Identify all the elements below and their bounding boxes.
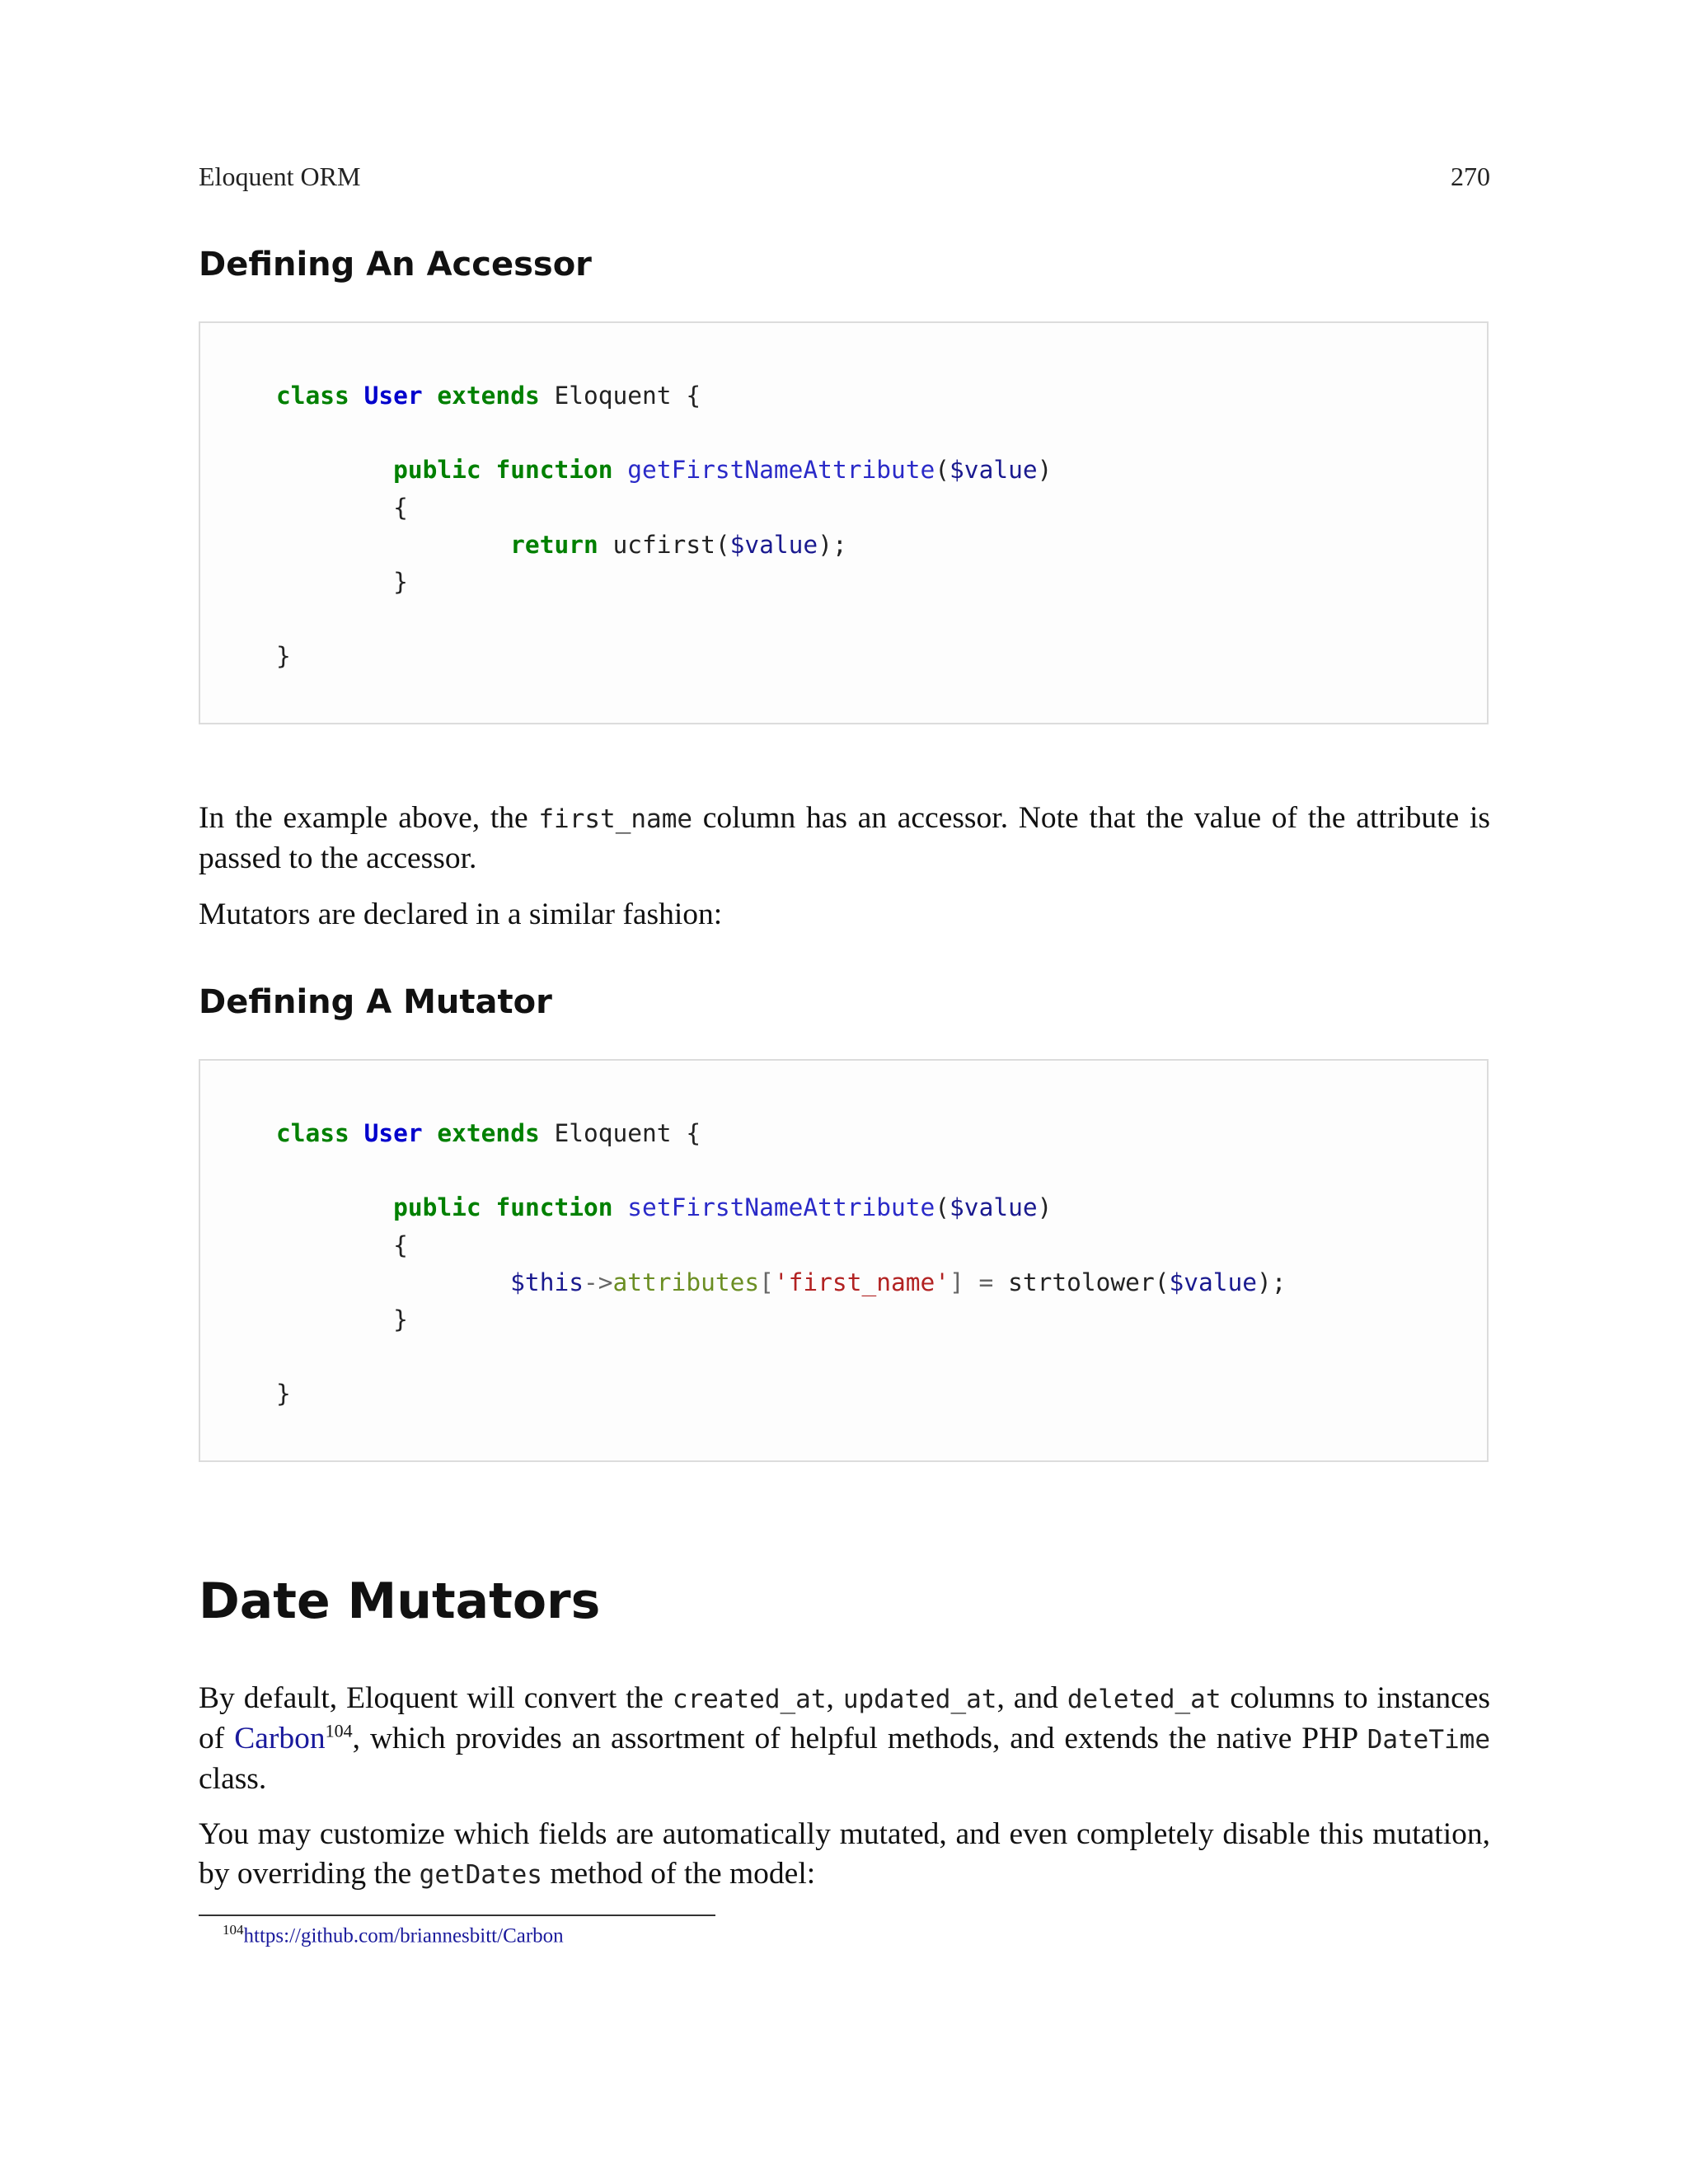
- footnote-ref[interactable]: 104: [325, 1720, 353, 1741]
- running-header: [199, 162, 1490, 192]
- code-arrow: ->: [583, 1268, 613, 1296]
- text-run: ,: [826, 1681, 843, 1715]
- text-run: By default, Eloquent will convert the: [199, 1681, 673, 1715]
- code-keyword: function: [495, 1193, 613, 1222]
- inline-code: updated_at: [842, 1685, 997, 1714]
- mutator-heading: Defining A Mutator: [199, 983, 552, 1021]
- code-arg: $value: [1169, 1268, 1258, 1296]
- code-punct: }: [393, 568, 408, 597]
- text-run: method of the model:: [542, 1857, 816, 1891]
- code-punct: ): [1037, 1193, 1053, 1222]
- carbon-link[interactable]: Carbon: [234, 1722, 326, 1755]
- code-property: attributes: [612, 1268, 760, 1296]
- inline-code: deleted_at: [1067, 1685, 1221, 1714]
- text-run: column has an accessor. Note that the value of the attribute is passed to the accessor.: [199, 801, 1490, 875]
- code-string: 'first_name': [773, 1268, 950, 1296]
- code-keyword: class: [276, 1119, 349, 1147]
- code-punct: (: [935, 456, 950, 485]
- text-run: , which provides an assortment of helpful methods, and extends the native PHP: [352, 1722, 1367, 1755]
- code-punct: (: [935, 1193, 950, 1222]
- accessor-code: [276, 377, 1052, 676]
- code-punct: );: [1257, 1268, 1287, 1296]
- footnote-number: 104: [223, 1922, 244, 1938]
- code-method-name: setFirstNameAttribute: [627, 1193, 935, 1222]
- chapter-title: Eloquent ORM: [199, 162, 361, 191]
- paragraph-customize-dates: [199, 1815, 1490, 1895]
- code-class-name: User: [363, 382, 423, 410]
- code-keyword: public: [393, 1193, 481, 1222]
- accessor-heading: Defining An Accessor: [199, 246, 592, 284]
- paragraph-mutators-intro: Mutators are declared in a similar fashion:: [199, 898, 723, 931]
- accessor-code-block: [199, 321, 1489, 724]
- text-run: class.: [199, 1762, 267, 1796]
- code-keyword: public: [393, 456, 481, 485]
- code-param: $value: [950, 1193, 1038, 1222]
- paragraph-accessor-explanation: [199, 799, 1490, 879]
- code-call: strtolower(: [1008, 1268, 1170, 1296]
- code-keyword: class: [276, 382, 349, 410]
- text-run: columns to instances of: [199, 1681, 1490, 1755]
- footnote: [223, 1922, 564, 1947]
- code-parent: Eloquent {: [554, 382, 701, 410]
- code-keyword: extends: [437, 382, 540, 410]
- code-punct: }: [276, 1380, 291, 1408]
- code-operator: =: [964, 1268, 1009, 1296]
- code-keyword: function: [495, 456, 613, 485]
- text-run: In the example above, the: [199, 801, 539, 835]
- inline-code: getDates: [419, 1860, 542, 1890]
- text-run: You may customize which fields are automatically mutated, and even completely disable this mutation, by overriding the: [199, 1817, 1490, 1891]
- date-mutators-heading: Date Mutators: [199, 1572, 601, 1630]
- code-punct: ]: [950, 1268, 964, 1296]
- code-arg: $value: [729, 530, 818, 559]
- inline-code: created_at: [672, 1685, 827, 1714]
- code-call: ucfirst(: [612, 530, 730, 559]
- code-punct: {: [393, 1230, 408, 1259]
- code-class-name: User: [363, 1119, 423, 1147]
- paragraph-date-conversion: [199, 1679, 1490, 1799]
- footnote-divider: [199, 1915, 715, 1916]
- code-punct: }: [276, 642, 291, 671]
- footnote-link[interactable]: https://github.com/briannesbitt/Carbon: [243, 1924, 564, 1947]
- code-keyword: return: [510, 530, 598, 559]
- code-punct: );: [818, 530, 847, 559]
- code-method-name: getFirstNameAttribute: [627, 456, 935, 485]
- code-punct: }: [393, 1305, 408, 1334]
- code-punct: {: [393, 493, 408, 522]
- page-number: 270: [1451, 162, 1490, 191]
- code-param: $value: [950, 456, 1038, 485]
- code-punct: [: [759, 1268, 774, 1296]
- inline-code: DateTime: [1367, 1725, 1490, 1755]
- text-run: , and: [996, 1681, 1067, 1715]
- mutator-code: [276, 1115, 1287, 1413]
- code-this: $this: [510, 1268, 584, 1296]
- code-parent: Eloquent {: [554, 1119, 701, 1147]
- inline-code: first_name: [538, 804, 693, 834]
- mutator-code-block: [199, 1059, 1489, 1462]
- code-punct: ): [1037, 456, 1053, 485]
- code-keyword: extends: [437, 1119, 540, 1147]
